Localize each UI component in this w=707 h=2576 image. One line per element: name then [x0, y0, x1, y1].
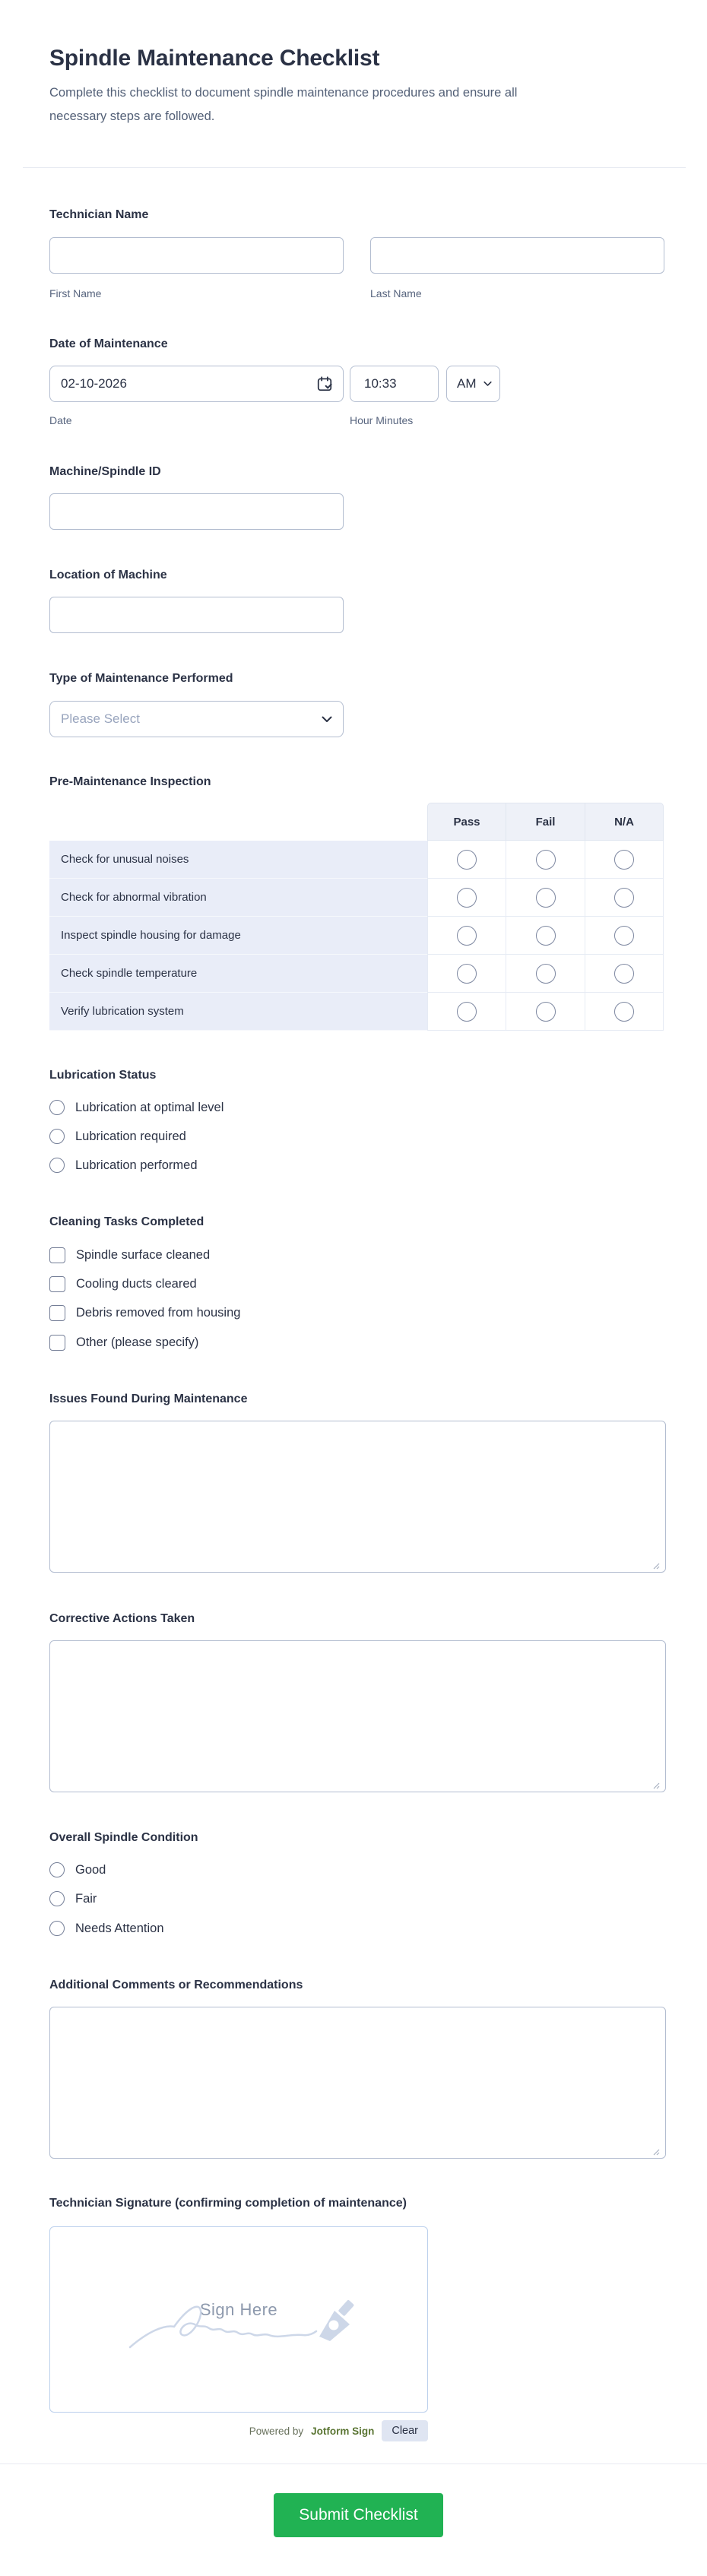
calendar-icon	[316, 375, 333, 392]
first-name-sublabel: First Name	[49, 287, 102, 299]
additional-comments-label: Additional Comments or Recommendations	[49, 1979, 303, 1991]
table-row	[49, 955, 664, 993]
inspection-radio-cell[interactable]	[585, 917, 664, 955]
signature-pad[interactable]	[49, 2226, 428, 2413]
option-label: Cooling ducts cleared	[76, 1277, 197, 1291]
radio-icon	[614, 888, 634, 908]
inspection-radio-cell[interactable]	[427, 841, 506, 879]
option-label: Lubrication required	[75, 1129, 186, 1143]
radio-icon	[614, 1002, 634, 1022]
radio-icon	[49, 1129, 65, 1144]
cleaning-option-1[interactable]	[49, 1247, 210, 1263]
inspection-radio-cell[interactable]	[585, 993, 664, 1031]
location-input[interactable]	[49, 597, 344, 633]
chevron-down-icon	[483, 381, 492, 387]
last-name-input[interactable]	[370, 237, 664, 274]
checkbox-icon	[49, 1247, 65, 1263]
signature-label: Technician Signature (confirming completion of maintenance)	[49, 2197, 407, 2210]
date-of-maintenance-label: Date of Maintenance	[49, 337, 168, 350]
sign-here-placeholder: Sign Here	[199, 2300, 278, 2319]
overall-condition-label: Overall Spindle Condition	[49, 1831, 198, 1844]
inspection-radio-cell[interactable]	[506, 993, 585, 1031]
ampm-select[interactable]	[446, 366, 500, 402]
condition-option-needs-attention[interactable]	[49, 1921, 164, 1936]
maintenance-type-select[interactable]	[49, 701, 344, 737]
time-input[interactable]	[350, 366, 439, 402]
checkbox-icon	[49, 1305, 65, 1321]
date-sublabel: Date	[49, 414, 72, 426]
table-row	[49, 993, 664, 1031]
cleaning-option-4[interactable]	[49, 1335, 198, 1351]
radio-icon	[536, 850, 556, 870]
signature-squiggle-icon	[50, 2227, 429, 2413]
radio-icon	[536, 964, 556, 984]
radio-icon	[49, 1891, 65, 1906]
inspection-column-na: N/A	[585, 803, 664, 841]
radio-icon	[457, 964, 477, 984]
lubrication-option-1[interactable]	[49, 1100, 224, 1115]
time-sublabel: Hour Minutes	[350, 414, 414, 426]
radio-icon	[536, 888, 556, 908]
radio-icon	[49, 1921, 65, 1936]
resize-handle-icon[interactable]	[652, 1781, 660, 1789]
inspection-row-label: Check spindle temperature	[49, 955, 427, 993]
inspection-radio-cell[interactable]	[427, 993, 506, 1031]
radio-icon	[49, 1158, 65, 1173]
chevron-down-icon	[322, 716, 332, 723]
radio-icon	[614, 964, 634, 984]
inspection-radio-cell[interactable]	[585, 955, 664, 993]
submit-button[interactable]: Submit Checklist	[274, 2493, 443, 2537]
option-label: Debris removed from housing	[76, 1306, 241, 1320]
corrective-actions-label: Corrective Actions Taken	[49, 1612, 195, 1625]
radio-icon	[49, 1100, 65, 1115]
inspection-column-fail: Fail	[506, 803, 585, 841]
condition-option-fair[interactable]	[49, 1891, 97, 1906]
lubrication-option-3[interactable]	[49, 1158, 198, 1173]
option-label: Good	[75, 1862, 106, 1877]
inspection-table	[49, 803, 664, 1031]
inspection-radio-cell[interactable]	[427, 879, 506, 917]
issues-found-label: Issues Found During Maintenance	[49, 1393, 248, 1405]
option-label: Needs Attention	[75, 1921, 164, 1935]
inspection-radio-cell[interactable]	[427, 917, 506, 955]
option-label: Lubrication at optimal level	[75, 1100, 224, 1114]
maintenance-type-placeholder: Please Select	[61, 711, 140, 726]
pen-nib-icon	[319, 2299, 354, 2341]
cleaning-option-3[interactable]	[49, 1305, 240, 1321]
form-title: Spindle Maintenance Checklist	[49, 46, 380, 71]
clear-signature-button[interactable]: Clear	[382, 2420, 428, 2441]
table-row	[49, 917, 664, 955]
additional-comments-textarea[interactable]	[49, 2007, 666, 2159]
inspection-row-label: Check for unusual noises	[49, 841, 427, 879]
date-input[interactable]	[49, 366, 344, 402]
inspection-radio-cell[interactable]	[585, 841, 664, 879]
radio-icon	[614, 850, 634, 870]
technician-name-label: Technician Name	[49, 208, 149, 221]
ampm-value: AM	[457, 376, 477, 391]
option-label: Other (please specify)	[76, 1336, 199, 1349]
first-name-input[interactable]	[49, 237, 344, 274]
condition-option-good[interactable]	[49, 1862, 106, 1877]
radio-icon	[457, 926, 477, 946]
last-name-sublabel: Last Name	[370, 287, 422, 299]
inspection-radio-cell[interactable]	[506, 841, 585, 879]
radio-icon	[614, 926, 634, 946]
form-subtitle-line2: necessary steps are followed.	[49, 109, 215, 123]
checkbox-icon	[49, 1276, 65, 1292]
table-row	[49, 841, 664, 879]
radio-icon	[457, 1002, 477, 1022]
lubrication-option-2[interactable]	[49, 1129, 186, 1144]
location-label: Location of Machine	[49, 569, 167, 581]
inspection-table-header	[49, 803, 664, 841]
radio-icon	[536, 926, 556, 946]
table-row	[49, 879, 664, 917]
inspection-row-label: Inspect spindle housing for damage	[49, 917, 427, 955]
maintenance-type-label: Type of Maintenance Performed	[49, 672, 233, 685]
radio-icon	[49, 1862, 65, 1877]
lubrication-status-label: Lubrication Status	[49, 1069, 157, 1082]
inspection-row-label: Verify lubrication system	[49, 993, 427, 1031]
corrective-actions-textarea[interactable]	[49, 1640, 666, 1792]
radio-icon	[457, 850, 477, 870]
inspection-radio-cell[interactable]	[506, 955, 585, 993]
radio-icon	[536, 1002, 556, 1022]
machine-id-input[interactable]	[49, 493, 344, 530]
resize-handle-icon[interactable]	[652, 1561, 660, 1570]
radio-icon	[457, 888, 477, 908]
inspection-label: Pre-Maintenance Inspection	[49, 775, 211, 788]
signature-footer	[49, 2420, 428, 2441]
form-subtitle	[49, 81, 666, 128]
inspection-radio-cell[interactable]	[585, 879, 664, 917]
calendar-picker-button[interactable]	[316, 375, 333, 392]
cleaning-tasks-label: Cleaning Tasks Completed	[49, 1215, 204, 1228]
jotform-sign-brand: Jotform Sign	[311, 2425, 375, 2437]
powered-by-text: Powered by	[249, 2425, 304, 2437]
inspection-radio-cell[interactable]	[427, 955, 506, 993]
inspection-radio-cell[interactable]	[506, 879, 585, 917]
inspection-radio-cell[interactable]	[506, 917, 585, 955]
cleaning-option-2[interactable]	[49, 1276, 197, 1292]
issues-found-textarea[interactable]	[49, 1421, 666, 1573]
form-subtitle-line1: Complete this checklist to document spindle maintenance procedures and ensure all	[49, 86, 518, 100]
inspection-row-label: Check for abnormal vibration	[49, 879, 427, 917]
machine-id-label: Machine/Spindle ID	[49, 465, 161, 478]
option-label: Spindle surface cleaned	[76, 1248, 211, 1262]
inspection-column-pass: Pass	[427, 803, 506, 841]
resize-handle-icon[interactable]	[652, 2147, 660, 2156]
checkbox-icon	[49, 1335, 65, 1351]
option-label: Fair	[75, 1891, 97, 1906]
header-divider	[23, 167, 686, 168]
option-label: Lubrication performed	[75, 1158, 198, 1172]
inspection-header-spacer	[49, 803, 427, 841]
